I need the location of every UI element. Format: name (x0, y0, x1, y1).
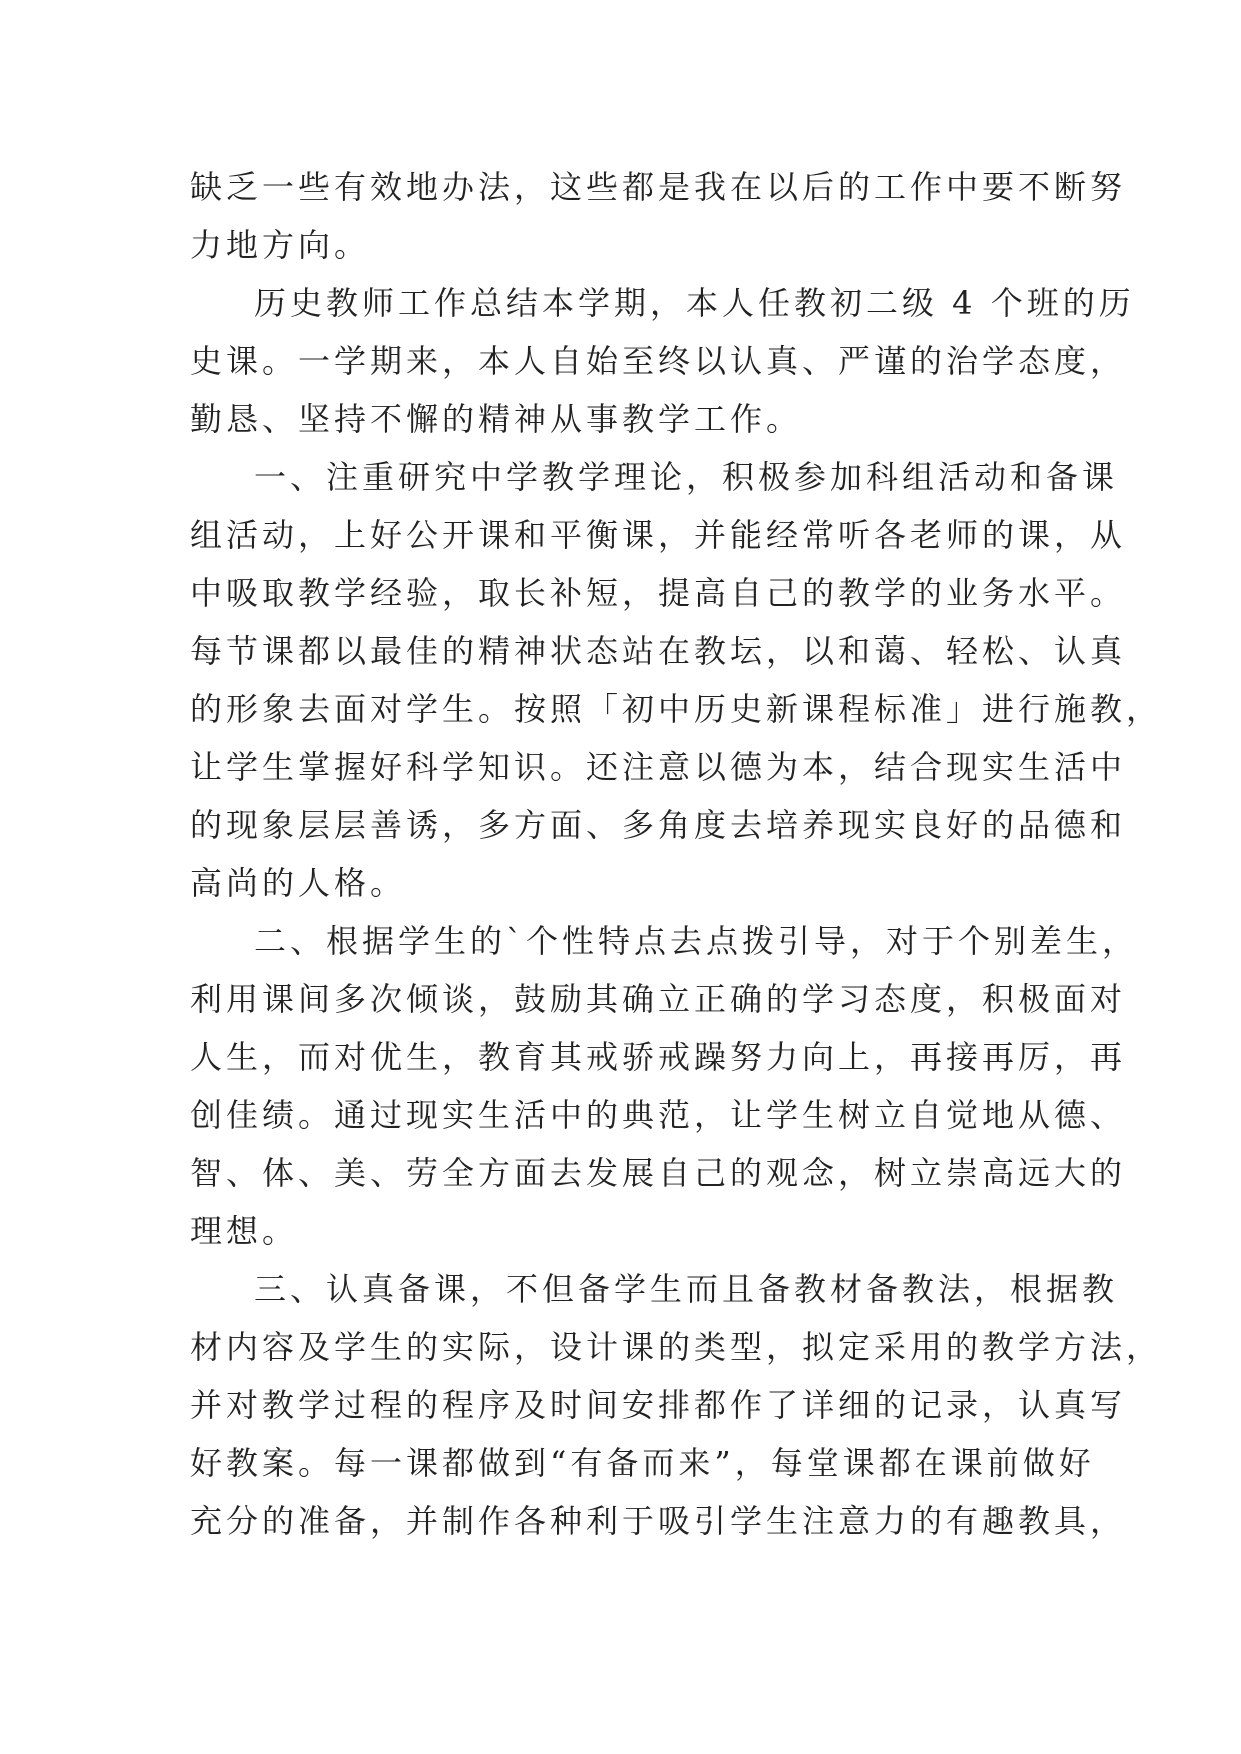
text-line: 的形象去面对学生。按照「初中历史新课程标准」进行施教， (190, 690, 1163, 728)
text-line: 人生，而对优生，教育其戒骄戒躁努力向上，再接再厉，再 (190, 1038, 1127, 1076)
paragraph-start-line: 二、根据学生的`个性特点去点拨引导，对于个别差生， (254, 922, 1139, 960)
text-line: 创佳绩。通过现实生活中的典范，让学生树立自觉地从德、 (190, 1096, 1127, 1134)
text-line: 缺乏一些有效地办法，这些都是我在以后的工作中要不断努 (190, 168, 1127, 206)
paragraph-start-line: 三、认真备课，不但备学生而且备教材备教法，根据教 (254, 1270, 1119, 1308)
document-body (190, 158, 1163, 1550)
text-line: 组活动，上好公开课和平衡课，并能经常听各老师的课，从 (190, 516, 1127, 554)
text-line: 好教案。每一课都做到“有备而来”，每堂课都在课前做好 (190, 1444, 1095, 1482)
text-line: 利用课间多次倾谈，鼓励其确立正确的学习态度，积极面对 (190, 980, 1127, 1018)
text-line: 史课。一学期来，本人自始至终以认真、严谨的治学态度， (190, 342, 1127, 380)
text-line: 并对教学过程的程序及时间安排都作了详细的记录，认真写 (190, 1386, 1127, 1424)
text-line: 让学生掌握好科学知识。还注意以德为本，结合现实生活中 (190, 748, 1127, 786)
text-line: 智、体、美、劳全方面去发展自己的观念，树立崇高远大的 (190, 1154, 1127, 1192)
text-line: 的现象层层善诱，多方面、多角度去培养现实良好的品德和 (190, 806, 1127, 844)
text-line: 每节课都以最佳的精神状态站在教坛，以和蔼、轻松、认真 (190, 632, 1127, 670)
text-line: 理想。 (190, 1212, 299, 1250)
text-line: 高尚的人格。 (190, 864, 407, 902)
text-line: 中吸取教学经验，取长补短，提高自己的教学的业务水平。 (190, 574, 1127, 612)
paragraph-start-line: 一、注重研究中学教学理论，积极参加科组活动和备课 (254, 458, 1119, 496)
text-line: 勤恳、坚持不懈的精神从事教学工作。 (190, 400, 803, 438)
paragraph-start-line: 历史教师工作总结本学期，本人任教初二级 4 个班的历 (254, 284, 1135, 322)
text-line: 充分的准备，并制作各种利于吸引学生注意力的有趣教具， (190, 1502, 1127, 1540)
text-line: 材内容及学生的实际，设计课的类型，拟定采用的教学方法， (190, 1328, 1163, 1366)
text-line: 力地方向。 (190, 226, 371, 264)
